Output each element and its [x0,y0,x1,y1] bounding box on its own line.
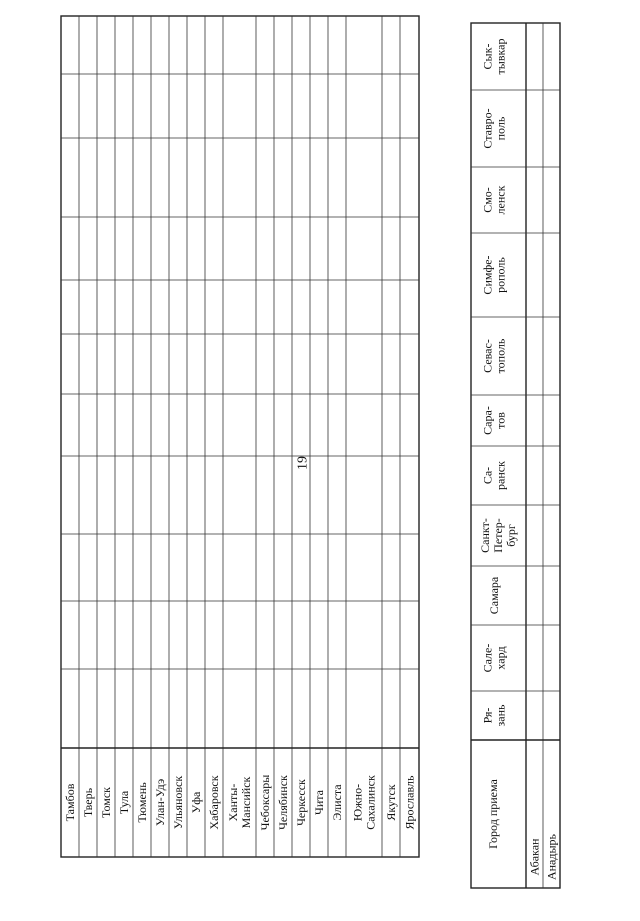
lower-table [471,23,560,888]
row-label: Хабаровск [207,775,221,830]
column-header: Санкт- [478,518,492,553]
column-header: Петер- [491,518,505,553]
row-label: Ярославль [402,775,417,830]
row-label: Абакан [527,838,542,876]
row-label: Чита [312,790,326,815]
row-label: Ульяновск [171,775,185,830]
column-header: зань [493,704,508,727]
row-label: Тамбов [63,783,77,822]
page-number: 19 [295,456,311,470]
column-header: Симфе- [480,255,495,295]
column-header: Самара [487,576,501,615]
column-header: ранск [493,461,508,490]
column-header: поль [493,116,508,141]
row-label: Мансийск [239,776,253,829]
column-header: тов [493,412,508,429]
row-label: Ханты- [226,783,240,822]
row-label: Черкесск [294,779,308,826]
column-header: тополь [493,338,508,374]
row-label: Тула [117,790,131,815]
column-header: Ря- [480,707,495,724]
column-header: Смо- [480,187,495,213]
row-label: Уфа [189,791,203,814]
row-label: Томск [99,787,113,818]
row-label: Тверь [81,787,95,818]
column-header: Сык- [480,43,495,70]
column-header: Ставро- [480,108,495,149]
upper-table [61,16,419,857]
row-label: Элиста [330,784,344,821]
row-label: Тюмень [135,782,149,823]
lower-table-border [471,23,560,888]
column-header: Сара- [480,406,495,435]
row-label: Якутск [384,784,398,821]
row-label: Сахалинск [363,775,378,830]
column-header: ленск [493,185,508,215]
column-header: Са- [480,466,495,485]
column-header: Севас- [480,339,495,373]
column-header: бург [504,524,518,547]
column-header: Сале- [480,643,495,673]
column-header: рополь [493,257,508,293]
row-label: Анадырь [544,833,559,881]
column-header: тывкар [493,38,508,75]
column-header: хард [493,646,508,670]
row-label: Челябинск [276,775,290,830]
row-label: Улан-Удэ [153,778,167,827]
row-label: Южно- [350,783,365,822]
corner-header: Город приема [486,779,500,849]
row-label: Чебоксары [258,774,272,831]
